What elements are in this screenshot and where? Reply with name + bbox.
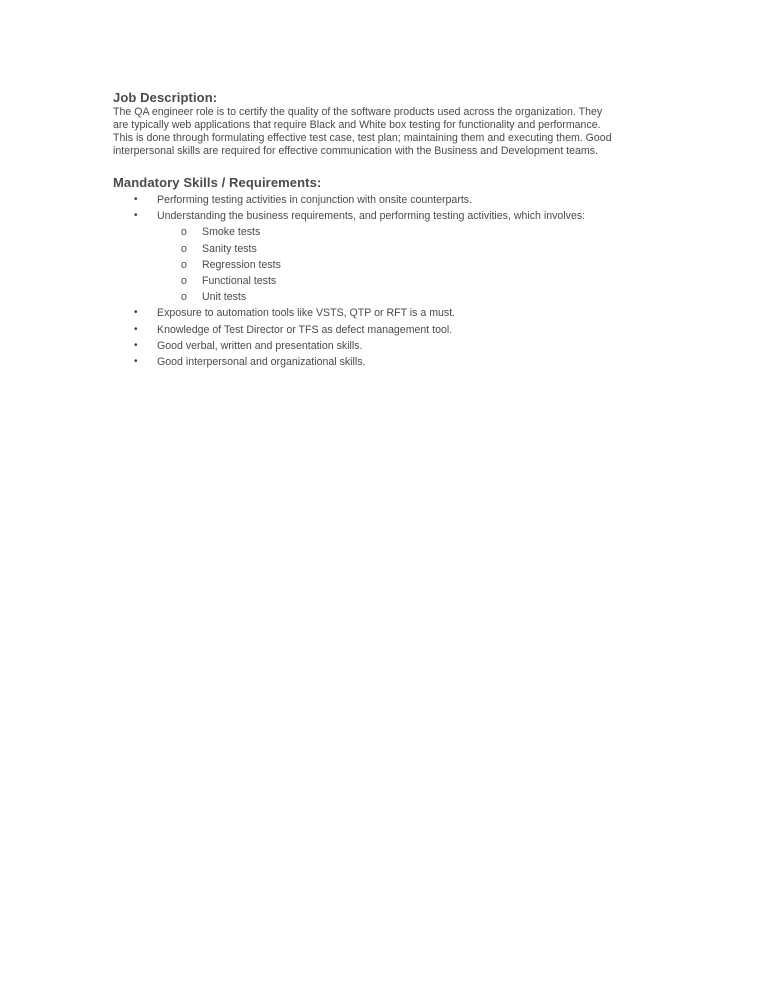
sub-list-item-text: Unit tests bbox=[202, 291, 247, 304]
testing-types-sublist bbox=[157, 224, 643, 305]
job-description-line: The QA engineer role is to certify the quality of the software products used across the organization. They bbox=[113, 106, 603, 118]
circle-bullet-icon: o bbox=[181, 258, 187, 271]
bullet-icon: • bbox=[134, 307, 138, 319]
sub-list-item-text: Regression tests bbox=[202, 258, 281, 271]
bullet-icon: • bbox=[134, 339, 138, 351]
bullet-icon: • bbox=[134, 194, 138, 205]
sub-list-item bbox=[157, 289, 643, 305]
circle-bullet-icon: o bbox=[181, 291, 187, 304]
sub-list-item bbox=[157, 224, 643, 240]
bullet-icon: • bbox=[134, 323, 138, 335]
sub-list-item-text: Sanity tests bbox=[202, 242, 257, 255]
job-description-line: are typically web applications that require Black and White box testing for functionality and performance. bbox=[113, 119, 601, 131]
circle-bullet-icon: o bbox=[181, 242, 187, 255]
job-description-line: This is done through formulating effective test case, test plan; maintaining them and executing them. Good bbox=[113, 132, 612, 144]
list-item-text: Knowledge of Test Director or TFS as defect management tool. bbox=[157, 323, 453, 336]
list-item-text: Performing testing activities in conjunction with onsite counterparts. bbox=[157, 194, 473, 206]
list-item bbox=[113, 192, 643, 208]
bullet-icon: • bbox=[134, 356, 138, 368]
list-item bbox=[113, 208, 643, 305]
list-item-text: Good verbal, written and presentation skills. bbox=[157, 339, 363, 352]
bullet-icon: • bbox=[134, 210, 138, 222]
list-item bbox=[113, 354, 643, 370]
list-item bbox=[113, 305, 643, 321]
circle-bullet-icon: o bbox=[181, 226, 187, 239]
document-content bbox=[113, 90, 643, 370]
sub-list-item bbox=[157, 273, 643, 289]
sub-list-item bbox=[157, 241, 643, 257]
sub-list-item-text: Smoke tests bbox=[202, 226, 261, 239]
circle-bullet-icon: o bbox=[181, 275, 187, 288]
job-description-line: interpersonal skills are required for effective communication with the Business and Development teams. bbox=[113, 145, 599, 157]
list-item-text: Exposure to automation tools like VSTS, QTP or RFT is a must. bbox=[157, 307, 456, 320]
job-description-paragraph bbox=[113, 106, 648, 158]
skills-list bbox=[113, 192, 643, 370]
job-description-heading: Job Description: bbox=[113, 90, 218, 105]
mandatory-skills-section bbox=[113, 175, 643, 370]
sub-list-item bbox=[157, 257, 643, 273]
list-item bbox=[113, 338, 643, 354]
list-item bbox=[113, 322, 643, 338]
list-item-text: Good interpersonal and organizational skills. bbox=[157, 356, 366, 369]
mandatory-skills-heading: Mandatory Skills / Requirements: bbox=[113, 175, 322, 190]
list-item-text: Understanding the business requirements, and performing testing activities, which involves: bbox=[157, 210, 586, 223]
sub-list-item-text: Functional tests bbox=[202, 275, 277, 288]
